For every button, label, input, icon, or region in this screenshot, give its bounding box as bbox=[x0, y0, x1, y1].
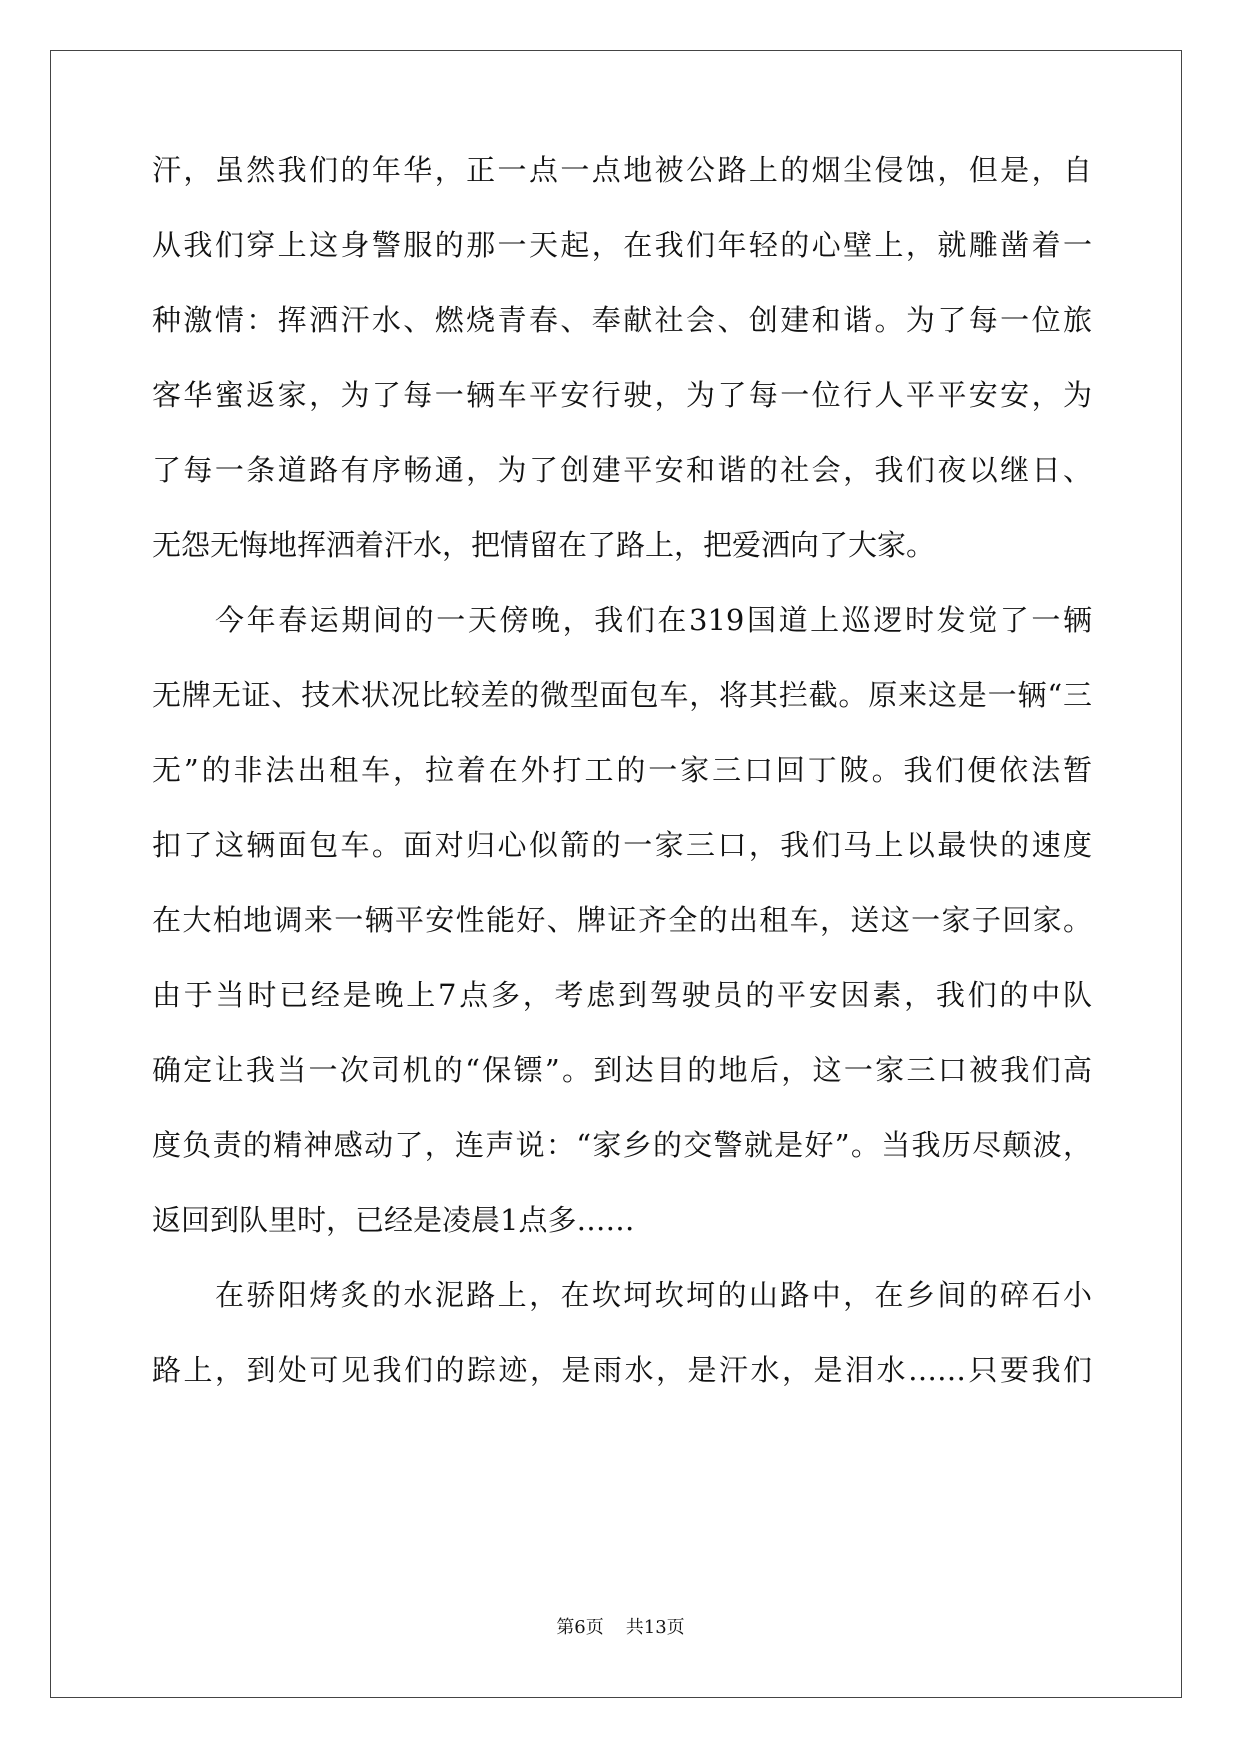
text-line: 种激情：挥洒汗水、燃烧青春、奉献社会、创建和谐。为了每一位旅 bbox=[152, 303, 1092, 337]
paragraph-first-line: 今年春运期间的一天傍晚，我们在319国道上巡逻时发觉了一辆 bbox=[215, 603, 1092, 637]
text-line: 无”的非法出租车，拉着在外打工的一家三口回丁陂。我们便依法暂 bbox=[152, 753, 1092, 787]
text-line: 度负责的精神感动了，连声说：“家乡的交警就是好”。当我历尽颠波， bbox=[152, 1128, 1092, 1162]
text-line: 在大柏地调来一辆平安性能好、牌证齐全的出租车，送这一家子回家。 bbox=[152, 903, 1092, 937]
text-line: 路上，到处可见我们的踪迹，是雨水，是汗水，是泪水……只要我们 bbox=[152, 1353, 1092, 1387]
page-border bbox=[50, 50, 1182, 1698]
page-footer bbox=[0, 1616, 1241, 1640]
text-line: 无怨无悔地挥洒着汗水，把情留在了路上，把爱洒向了大家。 bbox=[152, 528, 936, 562]
text-line: 汗，虽然我们的年华，正一点一点地被公路上的烟尘侵蚀，但是，自 bbox=[152, 153, 1092, 187]
text-line: 了每一条道路有序畅通，为了创建平安和谐的社会，我们夜以继日、 bbox=[152, 453, 1092, 487]
text-line: 客华蜜返家，为了每一辆车平安行驶，为了每一位行人平平安安，为 bbox=[152, 378, 1092, 412]
text-line: 从我们穿上这身警服的那一天起，在我们年轻的心壁上，就雕凿着一 bbox=[152, 228, 1092, 262]
text-line: 扣了这辆面包车。面对归心似箭的一家三口，我们马上以最快的速度 bbox=[152, 828, 1092, 862]
paragraph-first-line: 在骄阳烤炙的水泥路上，在坎坷坎坷的山路中，在乡间的碎石小 bbox=[215, 1278, 1092, 1312]
text-line: 返回到队里时，已经是凌晨1点多…… bbox=[152, 1203, 635, 1237]
text-line: 无牌无证、技术状况比较差的微型面包车，将其拦截。原来这是一辆“三 bbox=[152, 678, 1092, 712]
total-pages: 共13页 bbox=[625, 1617, 685, 1638]
text-line: 由于当时已经是晚上7点多，考虑到驾驶员的平安因素，我们的中队 bbox=[152, 978, 1092, 1012]
text-line: 确定让我当一次司机的“保镖”。到达目的地后，这一家三口被我们高 bbox=[152, 1053, 1092, 1087]
page-number: 第6页 bbox=[556, 1617, 604, 1638]
